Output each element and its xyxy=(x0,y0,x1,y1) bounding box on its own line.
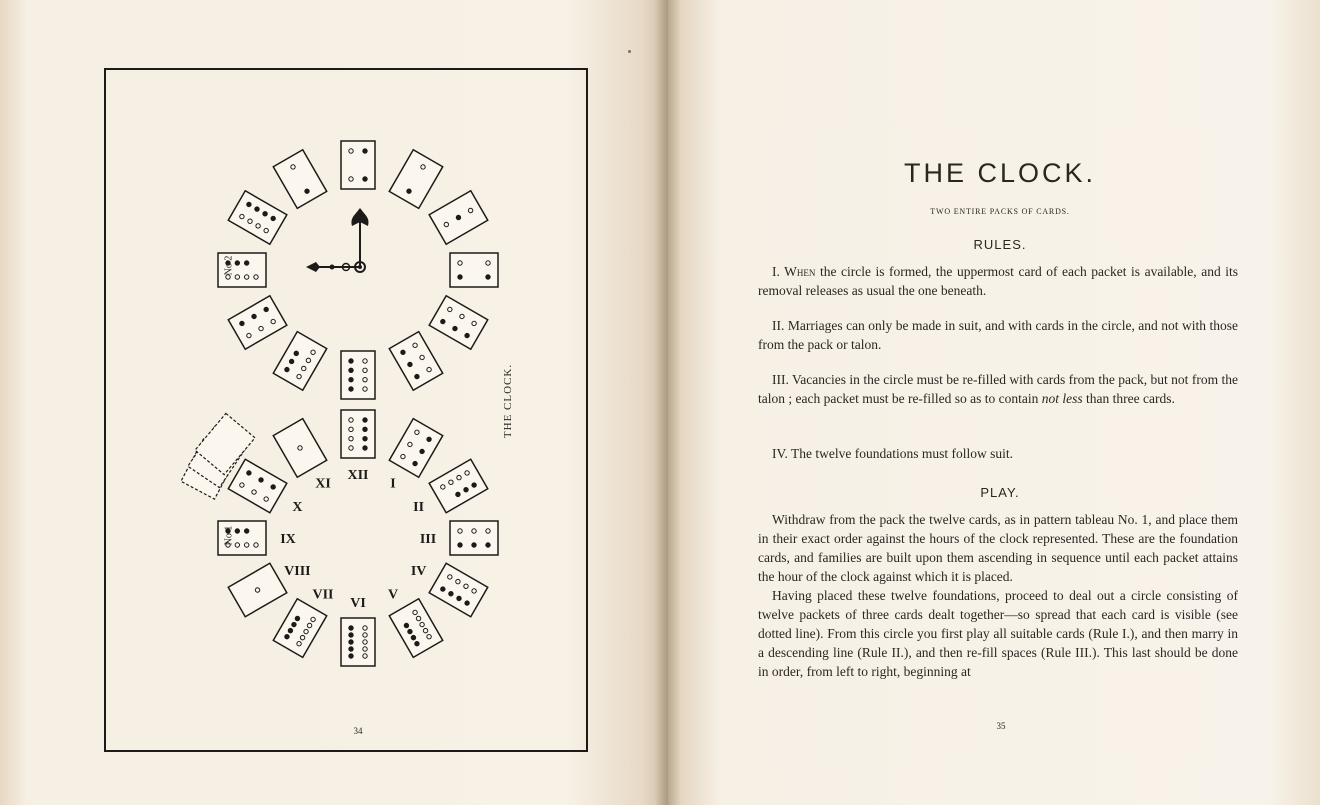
lower-card-4 xyxy=(450,521,498,555)
play-paragraph-1: Withdraw from the pack the twelve cards, as in pattern tableau No. 1, and place them in their exact order against the hours of the clock represented. These are the foundation cards, and families are built upon them ascending in sequence until each packet attains the hour of the clock against which it is placed. xyxy=(758,512,1238,584)
rule-3 xyxy=(758,370,1238,408)
upper-card-7 xyxy=(341,351,375,399)
upper-tableau-no2 xyxy=(218,141,498,399)
illustration-plate xyxy=(104,68,588,752)
upper-card-8 xyxy=(273,332,326,391)
clock-numeral: VIII xyxy=(284,564,311,579)
lower-card-2 xyxy=(389,419,442,478)
upper-tableau-label: No 2 xyxy=(223,255,235,276)
rules-heading: RULES. xyxy=(973,237,1027,252)
rule-2-lead: II. xyxy=(772,318,785,333)
clock-hands xyxy=(306,208,369,272)
upper-card-6 xyxy=(389,332,442,391)
upper-card-5 xyxy=(429,296,488,349)
lower-card-12 xyxy=(273,419,326,478)
clock-numeral: XII xyxy=(347,468,369,483)
rule-3-text: Vacancies in the circle must be re-filled with cards from the pack, but not from the talon ; each packet must be re-filled so as to contain xyxy=(758,372,1238,406)
clock-numeral: X xyxy=(292,500,303,515)
clock-numeral: V xyxy=(387,587,399,603)
chapter-subtitle: TWO ENTIRE PACKS OF CARDS. xyxy=(930,207,1070,216)
page-number-left: 34 xyxy=(353,726,363,736)
lower-tableau-label: No 1 xyxy=(223,525,235,546)
rule-1-text: the circle is formed, the uppermost card of each packet is available, and its removal releases as usual the one beneath. xyxy=(758,264,1238,298)
rule-4-lead: IV. xyxy=(772,446,788,461)
clock-numeral: I xyxy=(390,476,396,492)
rule-4-text: The twelve foundations must follow suit. xyxy=(787,446,1013,461)
upper-card-3 xyxy=(429,191,488,244)
lower-card-1 xyxy=(341,410,375,458)
rule-4 xyxy=(758,444,1238,463)
paper-speck xyxy=(628,50,631,53)
lower-card-11 xyxy=(228,459,287,512)
rule-1-lead: I. When xyxy=(772,264,816,279)
clock-numeral: XI xyxy=(315,476,331,492)
upper-card-12 xyxy=(273,150,326,209)
clock-numeral: IV xyxy=(410,564,427,579)
rule-1 xyxy=(758,262,1238,300)
rule-3-emphasis: not less xyxy=(1041,391,1083,406)
clock-numeral: II xyxy=(413,500,425,515)
upper-card-1 xyxy=(341,141,375,189)
rule-2-text: Marriages can only be made in suit, and with cards in the circle, and not with those from the pack or talon. xyxy=(758,318,1238,352)
lower-card-7 xyxy=(341,618,375,666)
lower-card-8 xyxy=(273,599,326,658)
rule-2 xyxy=(758,316,1238,354)
rule-3-lead: III. xyxy=(772,372,789,387)
play-paragraph-2: Having placed these twelve foundations, proceed to deal out a circle consisting of twelve packets of three cards dealt together—so spread that each card is visible (see dotted line). From this circle you first play all suitable cards (Rule I.), and then marry in a descending line (Rule II.), and then re-fill spaces (Rule III.). This last should be done in order, from left to right, beginning at xyxy=(758,588,1238,679)
upper-card-2 xyxy=(389,150,442,209)
lower-card-6 xyxy=(389,599,442,658)
lower-card-5 xyxy=(429,563,488,616)
upper-card-9 xyxy=(228,296,287,349)
play-body xyxy=(758,510,1238,681)
lower-tableau-no1 xyxy=(218,410,498,666)
lower-card-3 xyxy=(429,459,488,512)
page-number-right: 35 xyxy=(996,721,1006,731)
upper-card-4 xyxy=(450,253,498,287)
clock-numeral: III xyxy=(419,532,437,547)
clock-numeral: VII xyxy=(312,587,334,603)
play-heading: PLAY. xyxy=(980,485,1020,500)
clock-numeral: IX xyxy=(280,532,296,547)
clock-tableaux-illustration xyxy=(106,70,586,750)
rule-3-text-after: than three cards. xyxy=(1082,391,1175,406)
chapter-title: THE CLOCK. xyxy=(903,158,1097,188)
plate-caption: THE CLOCK. xyxy=(502,363,514,439)
upper-card-11 xyxy=(228,191,287,244)
lower-card-9 xyxy=(228,563,287,616)
clock-numeral: VI xyxy=(350,596,366,611)
